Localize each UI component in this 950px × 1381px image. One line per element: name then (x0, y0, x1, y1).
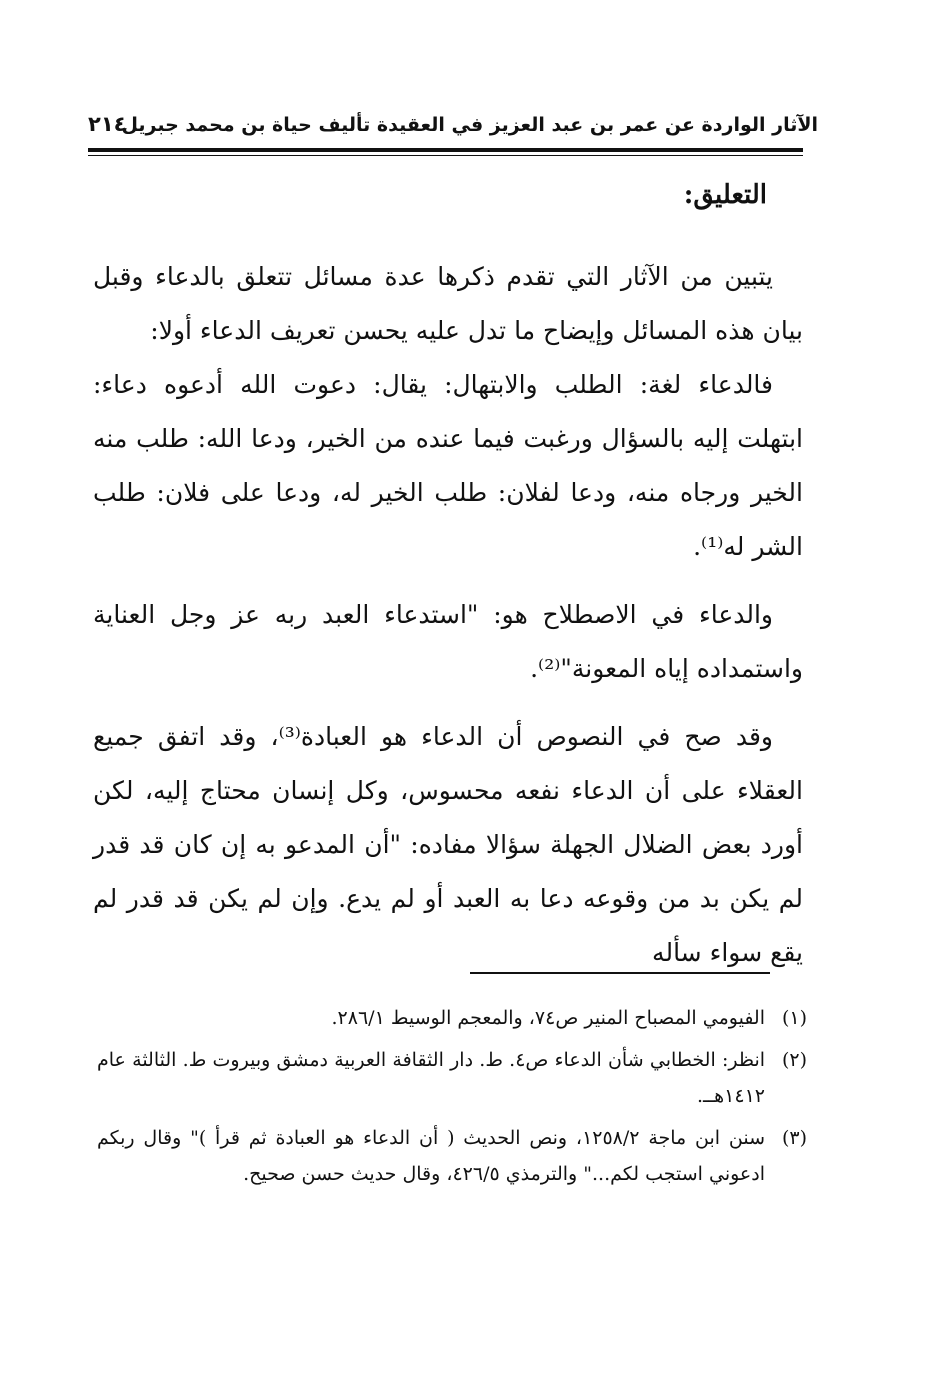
page-number: ٢١٤ (88, 112, 127, 136)
footnote-number: (١) (781, 1007, 807, 1029)
section-heading: التعليق: (683, 180, 767, 210)
footnote-number: (٢) (781, 1049, 807, 1071)
paragraph: يتبين من الآثار التي تقدم ذكرها عدة مسائل تتعلق بالدعاء وقبل بيان هذه المسائل وإيضاح ما تدل عليه يحسن تعريف الدعاء أولا: (93, 262, 803, 345)
body-text (93, 250, 803, 980)
footnotes (97, 1000, 807, 1198)
footnote-text: انظر: الخطابي شأن الدعاء ص٤. ط. دار الثقافة العربية دمشق وبيروت ط. الثالثة عام ١٤١٢هــ. (97, 1049, 766, 1107)
footnote-separator (470, 972, 770, 974)
footnote-text: سنن ابن ماجة ١٢٥٨/٢، ونص الحديث ( أن الدعاء هو العبادة ثم قرأ )" وقال ربكم ادعوني استجب لكم..." والترمذي ٤٢٦/٥، وقال حديث حسن صحيح. (97, 1127, 765, 1185)
footnote (97, 1000, 807, 1036)
header-rule-thin (88, 155, 803, 156)
header-title: الآثار الواردة عن عمر بن عبد العزيز في العقيدة تأليف حياة بن محمد جبريل (121, 114, 818, 136)
paragraph: والدعاء في الاصطلاح هو: "استدعاء العبد ربه عز وجل العناية واستمداده إياه المعونة"⁽²⁾. (93, 600, 803, 683)
header-rule (88, 148, 803, 152)
running-header (88, 110, 818, 150)
footnote-text: الفيومي المصباح المنير ص٧٤، والمعجم الوسيط ٢٨٦/١. (331, 1007, 765, 1029)
paragraph: وقد صح في النصوص أن الدعاء هو العبادة⁽³⁾، وقد اتفق جميع العقلاء على أن الدعاء نفعه محسوس، وكل إنسان محتاج إليه، لكن أورد بعض الضلال الجهلة سؤالا مفاده: "أن المدعو به إن كان قد قدر لم يكن بد من وقوعه دعا به العبد أو لم يدع. وإن لم يكن قد قدر لم يقع سواء سأله (93, 722, 803, 967)
footnote (97, 1120, 807, 1192)
footnote (97, 1042, 807, 1114)
footnote-number: (٣) (781, 1127, 807, 1149)
paragraph: فالدعاء لغة: الطلب والابتهال: يقال: دعوت الله أدعوه دعاء: ابتهلت إليه بالسؤال ورغبت فيما عنده من الخير، ودعا الله: طلب منه الخير ورجاه منه، ودعا لفلان: طلب الخير له، ودعا على فلان: طلب الشر له⁽¹⁾. (93, 370, 803, 561)
